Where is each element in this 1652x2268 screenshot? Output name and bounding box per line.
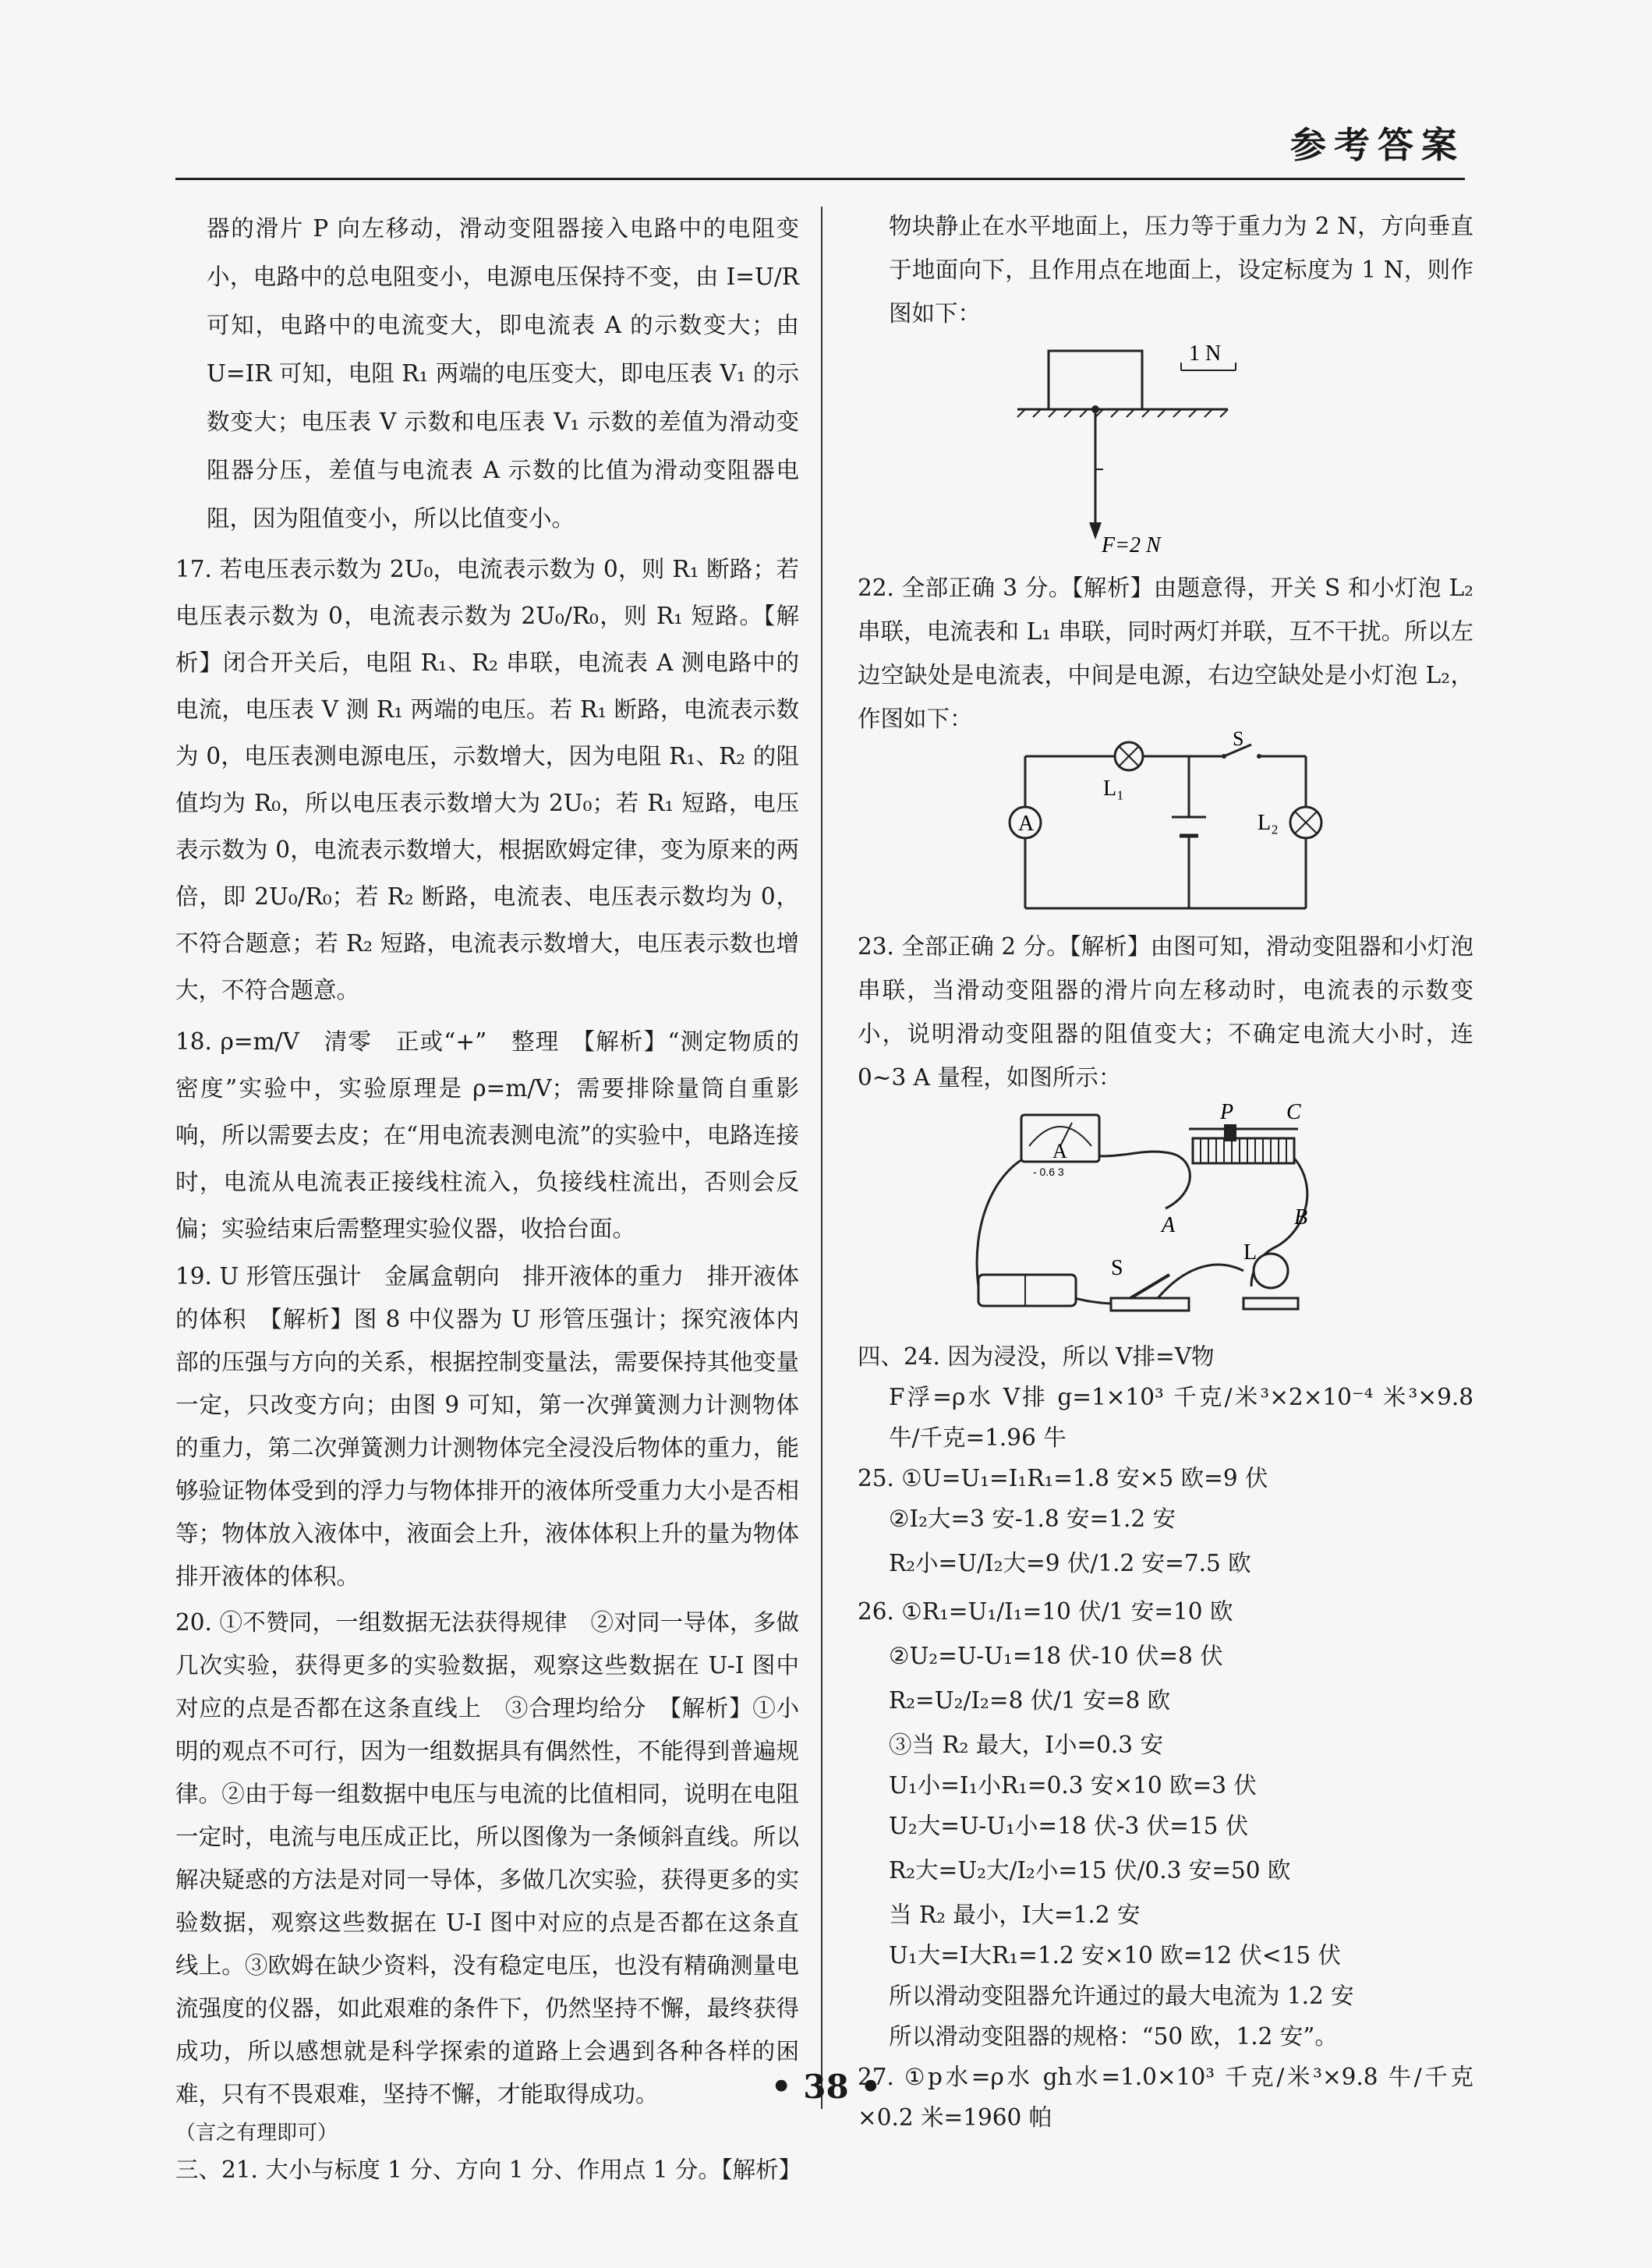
answer-26-line9: U₁大=I大R₁=1.2 安×10 欧=12 伏<15 伏 [889, 1942, 1342, 1969]
switch-label: S [1233, 727, 1244, 750]
lamp-base [1243, 1298, 1298, 1309]
page-number: • 38 • [770, 2068, 882, 2106]
lamp-l2-label: L₂ [1258, 811, 1279, 835]
answer-26-line7: R₂大=U₂大/I₂小=15 伏/0.3 安=50 欧 [889, 1857, 1291, 1884]
answer-21-continued: 物块静止在水平地面上，压力等于重力为 2 N，方向垂直于地面向下，且作用点在地面上，设定标度为 1 N，则作图如下： [889, 213, 1473, 327]
force-label: F=2 N [1102, 533, 1161, 557]
rheostat-slider [1224, 1124, 1236, 1141]
answer-23: 23. 全部正确 2 分。【解析】由图可知，滑动变阻器和小灯泡串联，当滑动变阻器的滑片向左移动时，电流表的示数变小，说明滑动变阻器的阻值变大；不确定电流大小时，连 0~3 A 量程，如图所示： [858, 933, 1473, 1091]
answer-20-note: （言之有理即可） [175, 2121, 338, 2145]
scale-label: 1 N [1189, 341, 1222, 366]
answer-18: 18. ρ=m/V 清零 正或“+” 整理 【解析】“测定物质的密度”实验中，实验原理是 ρ=m/V；需要排除量筒自重影响，所以需要去皮；在“用电流表测电流”的实验中，电路连接时，电流从电流表正接线柱流入，负接线柱流出，否则会反偏；实验结束后需整理实验仪器，收拾台面。 [175, 1028, 799, 1242]
left-column [175, 204, 802, 2189]
answer-26-line3: R₂=U₂/I₂=8 伏/1 安=8 欧 [889, 1687, 1171, 1714]
answer-26-line11: 所以滑动变阻器的规格：“50 欧，1.2 安”。 [889, 2023, 1338, 2050]
answer-16-continued: 器的滑片 P 向左移动，滑动变阻器接入电路中的电阻变小，电路中的总电阻变小，电源电压保持不变，由 I=U/R 可知，电路中的电流变大，即电流表 A 的示数变大；由 U=IR 可知，电阻 R₁ 两端的电压变大，即电压表 V₁ 的示数变大；电压表 V 示数和电压表 V₁ 示数的差值为滑动变阻器分压，差值与电流表 A 示数的比值为滑动变阻器电阻，因为阻值变小，所以比值变小。 [207, 215, 799, 532]
force-diagram [1002, 335, 1329, 561]
block-rect [1049, 351, 1142, 409]
switch-lever [1130, 1275, 1169, 1298]
right-column [858, 204, 1473, 2138]
answer-24-line1: 四、24. 因为浸没，所以 V排=V物 [858, 1343, 1215, 1370]
label-l: L [1243, 1240, 1258, 1265]
answer-27: 27. ①p水=ρ水 gh水=1.0×10³ 千克/米³×9.8 牛/千克×0.2 米=1960 帕 [858, 2064, 1473, 2131]
meter-label: A [1052, 1140, 1067, 1162]
answer-17: 17. 若电压表示数为 2U₀，电流表示数为 0，则 R₁ 断路；若电压表示数为 0，电流表示数为 2U₀/R₀，则 R₁ 短路。【解析】闭合开关后，电阻 R₁、R₂ 串联，电流表 A 测电路中的电流，电压表 V 测 R₁ 两端的电压。若 R₁ 断路，电流表示数为 0，电压表测电源电压，示数增大，因为电阻 R₁、R₂ 的阻值均为 R₀，所以电压表示数增大为 2U₀；若 R₁ 短路，电压表示数为 0，电流表示数增大，根据欧姆定律，变为原来的两倍，即 2U₀/R₀；若 R₂ 断路，电流表、电压表示数均为 0，不符合题意；若 R₂ 短路，电流表示数增大，电压表示数也增大，不符合题意。 [175, 556, 799, 1003]
answer-22: 22. 全部正确 3 分。【解析】由题意得，开关 S 和小灯泡 L₂ 串联，电流表和 L₁ 串联，同时两灯并联，互不干扰。所以左边空缺处是电流表，中间是电源，右边空缺处是小灯泡 L₂，作图如下： [858, 575, 1473, 732]
answer-25-line1: 25. ①U=U₁=I₁R₁=1.8 安×5 欧=9 伏 [858, 1465, 1268, 1491]
answer-26-line6: U₂大=U-U₁小=18 伏-3 伏=15 伏 [889, 1813, 1249, 1839]
label-c: C [1286, 1100, 1301, 1124]
switch-base [1111, 1298, 1189, 1311]
answer-25-line2: ②I₂大=3 安-1.8 安=1.2 安 [889, 1506, 1176, 1532]
force-arrow-head [1089, 522, 1102, 540]
answer-26-line5: U₁小=I₁小R₁=0.3 安×10 欧=3 伏 [889, 1772, 1257, 1799]
label-p: P [1220, 1100, 1234, 1124]
header-rule [175, 178, 1465, 180]
physical-circuit-figure [963, 1099, 1368, 1333]
circuit-diagram [986, 727, 1345, 920]
answer-26-line1: 26. ①R₁=U₁/I₁=10 伏/1 安=10 欧 [858, 1598, 1233, 1625]
answer-19: 19. U 形管压强计 金属盒朝向 排开液体的重力 排开液体的体积 【解析】图 8 中仪器为 U 形管压强计；探究液体内部的压强与方向的关系，根据控制变量法，需要保持其他变量一定，只改变方向；由图 9 可知，第一次弹簧测力计测物体的重力，第二次弹簧测力计测物体完全浸没后物体的重力，能够验证物体受到的浮力与物体排开的液体所受重力大小是否相等；物体放入液体中，液面会上升，液体体积上升的量为物体排开液体的体积。 [175, 1263, 799, 1590]
meter-scale: - 0.6 3 [1033, 1166, 1064, 1178]
answer-20: 20. ①不赞同，一组数据无法获得规律 ②对同一导体，多做几次实验，获得更多的实验数据，观察这些数据在 U-I 图中对应的点是否都在这条直线上 ③合理均给分 【解析】①小明的观点不可行，因为一组数据具有偶然性，不能得到普遍规律。②由于每一组数据中电压与电流的比值相同，说明在电阻一定时，电流与电压成正比，所以图像为一条倾斜直线。所以解决疑惑的方法是对同一导体，多做几次实验，获得更多的实验数据，观察这些数据在 U-I 图中对应的点是否都在这条直线上。③欧姆在缺少资料，没有稳定电压，也没有精确测量电流强度的仪器，如此艰难的条件下，仍然坚持不懈，最终获得成功，所以感想就是科学探索的道路上会遇到各种各样的困难，只有不畏艰难，坚持不懈，才能取得成功。 [175, 1609, 799, 2107]
answer-21: 三、21. 大小与标度 1 分、方向 1 分、作用点 1 分。【解析】 [175, 2157, 802, 2183]
column-divider [821, 207, 822, 2109]
wire-meter-battery [977, 1154, 1033, 1286]
answer-26-line2: ②U₂=U-U₁=18 伏-10 伏=8 伏 [889, 1643, 1223, 1669]
label-a: A [1162, 1213, 1176, 1237]
label-b: B [1294, 1205, 1308, 1230]
wire-switch-lamp [1158, 1265, 1243, 1298]
answer-25-line3: R₂小=U/I₂大=9 伏/1.2 安=7.5 欧 [889, 1550, 1251, 1576]
ammeter-label: A [1018, 812, 1035, 836]
lamp-bulb [1254, 1254, 1288, 1288]
answer-26-line8: 当 R₂ 最小，I大=1.2 安 [889, 1902, 1141, 1928]
answer-26-line10: 所以滑动变阻器允许通过的最大电流为 1.2 安 [889, 1983, 1354, 2009]
answer-24-line2: F浮=ρ水 V排 g=1×10³ 千克/米³×2×10⁻⁴ 米³×9.8 牛/千克=1.96 牛 [889, 1384, 1473, 1451]
page-title: 参考答案 [1290, 124, 1465, 166]
lamp-l1-label: L₁ [1103, 777, 1124, 801]
label-s: S [1111, 1256, 1123, 1280]
battery [978, 1275, 1076, 1306]
answer-26-line4: ③当 R₂ 最大，I小=0.3 安 [889, 1732, 1163, 1758]
